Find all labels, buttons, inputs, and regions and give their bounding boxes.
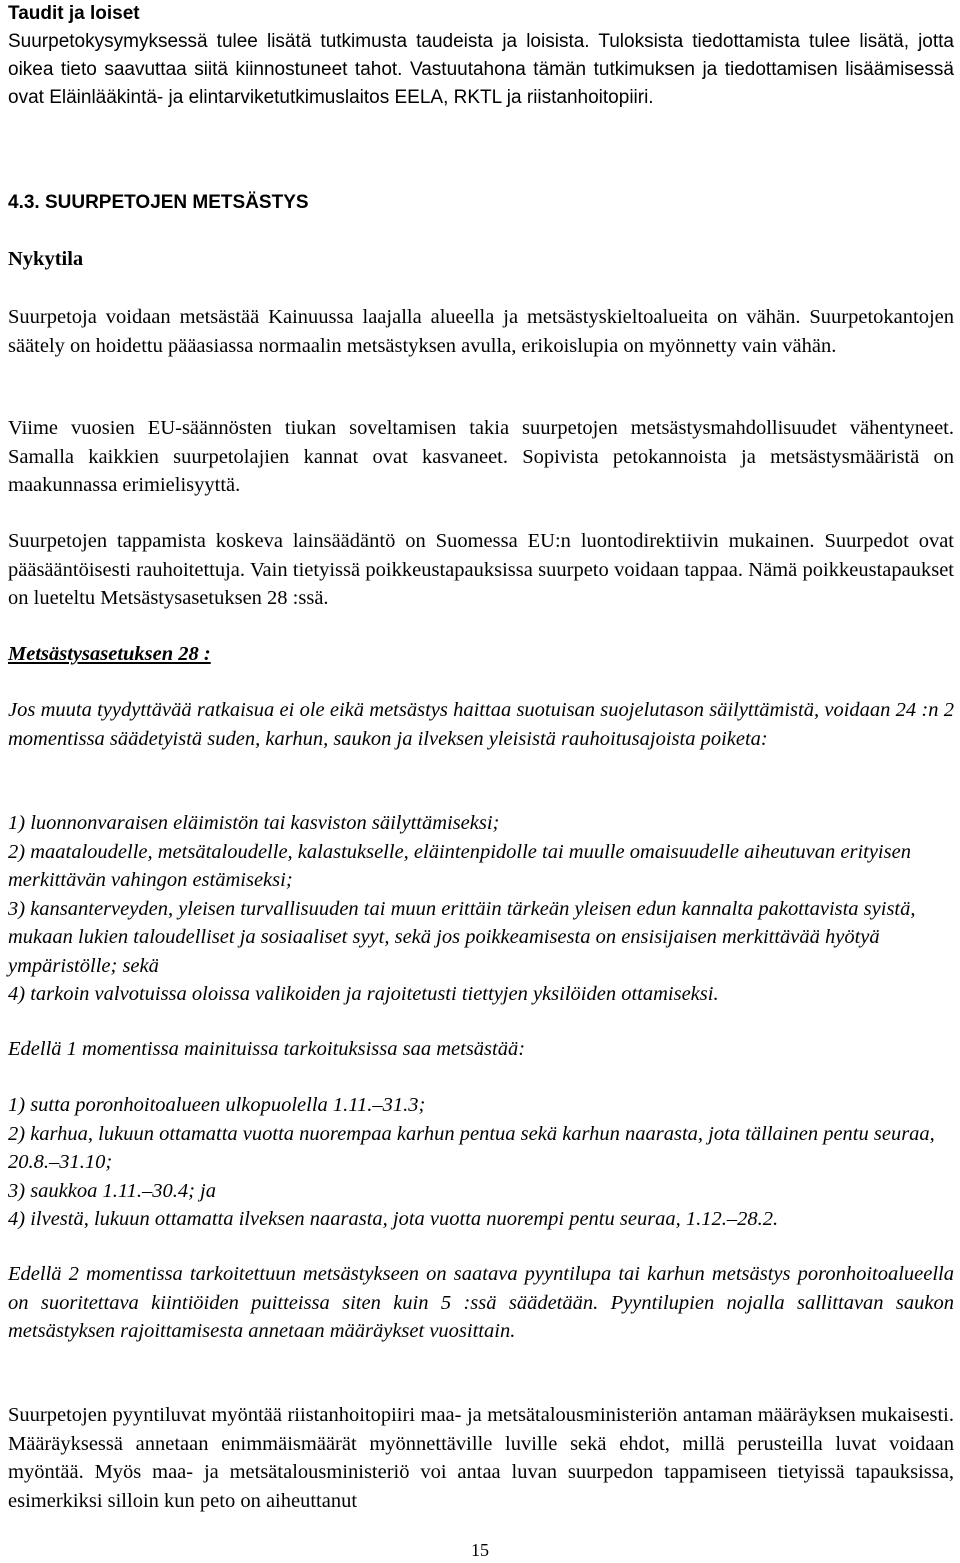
paragraph-diseases: Suurpetokysymyksessä tulee lisätä tutkimusta taudeista ja loisista. Tuloksista tiedottamista tulee lisätä, jotta oikea tieto saavuttaa siitä kiinnostuneet tahot. Vastuutahona tämän tutkimuksen ja tiedottamisen lisäämisessä ovat Eläinlääkintä- ja elintarviketutkimuslaitos EELA, RKTL ja riistanhoitopiiri. xyxy=(8,31,954,108)
law-list-1 xyxy=(8,809,954,1009)
law-list-1-item: 1) luonnonvaraisen eläimistön tai kasviston säilyttämiseksi; xyxy=(8,812,500,834)
subheading-current-state: Nykytila xyxy=(8,248,84,270)
law-intro: Jos muuta tyydyttävää ratkaisua ei ole eikä metsästys haittaa suotuisan suojelutason säilyttämistä, voidaan 24 :n 2 momentissa säädetyistä suden, karhun, saukon ja ilveksen yleisistä rauhoitusajoista poiketa: xyxy=(8,699,954,750)
law-list-2 xyxy=(8,1091,954,1234)
paragraph-permits: Suurpetojen pyyntiluvat myöntää riistanhoitopiiri maa- ja metsätalousministeriön antaman määräyksen mukaisesti. Määräyksessä annetaan enimmäismäärät myönnettäville luville sekä ehdot, millä perusteilla luvat voidaan myöntää. Myös maa- ja metsätalousministeriö voi antaa luvan suurpedon tappamiseen tietyissä tapauksissa, esimerkiksi silloin kun peto on aiheuttanut xyxy=(8,1404,954,1512)
page-number: 15 xyxy=(471,1540,489,1560)
law-heading: Metsästysasetuksen 28 : xyxy=(8,643,211,665)
paragraph-eu-regulations: Viime vuosien EU-säännösten tiukan soveltamisen takia suurpetojen metsästysmahdollisuudet vähentyneet. Samalla kaikkien suurpetolajien kannat ovat kasvaneet. Sopivista petokannoista ja metsästysmääristä on maakunnassa erimielisyyttä. xyxy=(8,417,954,496)
law-list-1-item: 2) maataloudelle, metsätaloudelle, kalastukselle, eläintenpidolle tai muulle omaisuudelle aiheutuvan erityisen merkittävän vahingon estämiseksi; xyxy=(8,840,911,891)
law-paragraph-3: Edellä 2 momentissa tarkoitettuun metsästykseen on saatava pyyntilupa tai karhun metsästys poronhoitoalueella on suoritettava kiintiöiden puitteissa siten kuin 5 :ssä säädetään. Pyyntilupien nojalla sallittavan saukon metsästyksen rajoittamisesta annetaan määräykset vuosittain. xyxy=(8,1263,954,1342)
law-list-2-item: 1) sutta poronhoitoalueen ulkopuolella 1.11.–31.3; xyxy=(8,1094,426,1116)
law-list-1-item: 3) kansanterveyden, yleisen turvallisuuden tai muun erittäin tärkeän yleisen edun kannalta pakottavista syistä, mukaan lukien taloudelliset ja sosiaaliset syyt, sekä jos poikkeamisesta on ensisijaisen merkittävää hyötyä ympäristölle; sekä xyxy=(8,897,916,977)
paragraph-hunting-regions: Suurpetoja voidaan metsästää Kainuussa laajalla alueella ja metsästyskieltoalueita on vähän. Suurpetokantojen säätely on hoidettu pääasiassa normaalin metsästyksen avulla, erikoislupia on myönnetty vain vähän. xyxy=(8,306,954,357)
law-list-2-item: 4) ilvestä, lukuun ottamatta ilveksen naarasta, jota vuotta nuorempi pentu seuraa, 1.12.–28.2. xyxy=(8,1208,779,1230)
law-list-2-item: 2) karhua, lukuun ottamatta vuotta nuorempaa karhun pentua sekä karhun naarasta, jota tällainen pentu seuraa, 20.8.–31.10; xyxy=(8,1122,935,1173)
law-list-1-item: 4) tarkoin valvotuissa oloissa valikoiden ja rajoitetusti tiettyjen yksilöiden ottamiseksi. xyxy=(8,983,719,1005)
heading-diseases-parasites: Taudit ja loiset xyxy=(8,3,140,24)
section-heading: 4.3. SUURPETOJEN METSÄSTYS xyxy=(8,192,309,213)
paragraph-legislation: Suurpetojen tappamista koskeva lainsäädäntö on Suomessa EU:n luontodirektiivin mukainen. Suurpedot ovat pääsääntöisesti rauhoitettuja. Vain tietyissä poikkeustapauksissa suurpeto voidaan tappaa. Nämä poikkeustapaukset on lueteltu Metsästysasetuksen 28 :ssä. xyxy=(8,530,954,609)
law-list-2-item: 3) saukkoa 1.11.–30.4; ja xyxy=(8,1179,217,1202)
law-paragraph-2: Edellä 1 momentissa mainituissa tarkoituksissa saa metsästää: xyxy=(8,1038,526,1060)
